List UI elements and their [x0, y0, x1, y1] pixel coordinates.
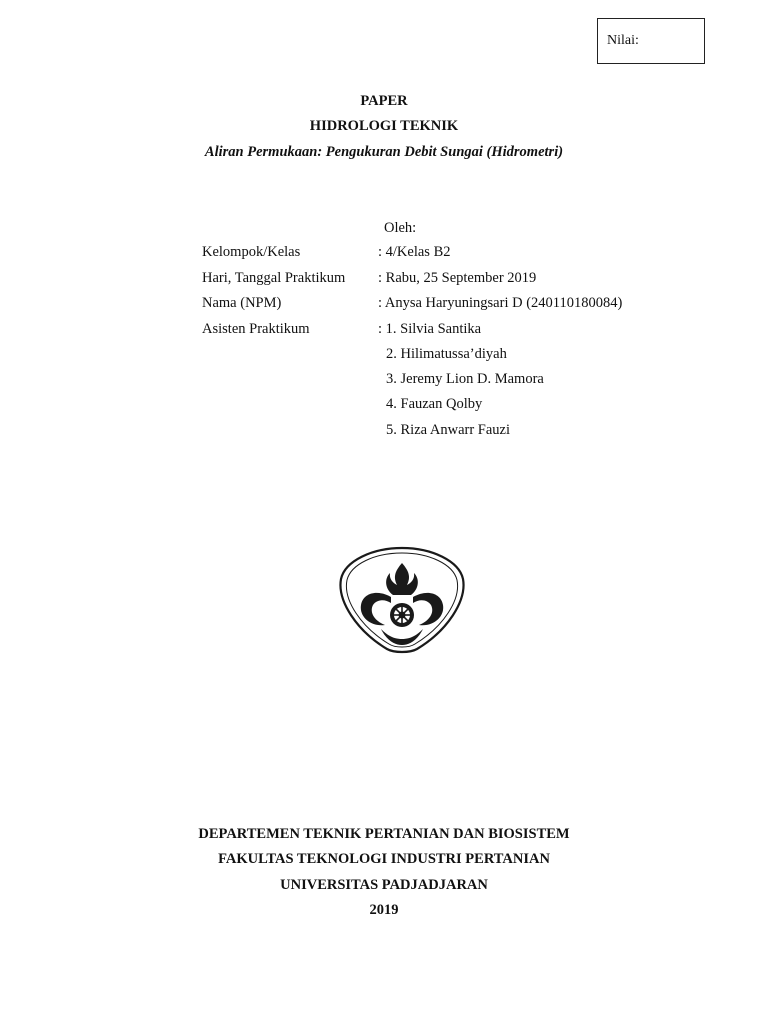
assistant-item: 3. Jeremy Lion D. Mamora	[386, 371, 544, 387]
year: 2019	[369, 902, 399, 918]
university-name: UNIVERSITAS PADJADJARAN	[280, 877, 488, 893]
assistant-item: 4. Fauzan Qolby	[386, 396, 483, 412]
faculty-name: FAKULTAS TEKNOLOGI INDUSTRI PERTANIAN	[218, 851, 550, 867]
name-value: : Anysa Haryuningsari D (240110180084)	[378, 295, 623, 311]
score-box	[597, 18, 705, 64]
date-label: Hari, Tanggal Praktikum	[202, 270, 346, 286]
assistant-item: : 1. Silvia Santika	[378, 321, 482, 337]
department-name: DEPARTEMEN TEKNIK PERTANIAN DAN BIOSISTEM	[198, 826, 570, 842]
assistant-item: 2. Hilimatussa’diyah	[386, 346, 507, 362]
by-label: Oleh:	[384, 220, 417, 236]
document-type: PAPER	[360, 93, 408, 109]
paper-title: Aliran Permukaan: Pengukuran Debit Sungai (Hidrometri)	[204, 144, 564, 160]
assistant-item: 5. Riza Anwarr Fauzi	[386, 422, 511, 438]
group-value: : 4/Kelas B2	[378, 244, 451, 260]
date-value: : Rabu, 25 September 2019	[378, 270, 537, 286]
group-label: Kelompok/Kelas	[202, 244, 301, 260]
assistants-label: Asisten Praktikum	[202, 321, 310, 337]
course-title: HIDROLOGI TEKNIK	[309, 118, 459, 134]
score-label: Nilai:	[607, 33, 639, 48]
university-logo-icon	[337, 545, 467, 657]
name-label: Nama (NPM)	[202, 295, 282, 311]
